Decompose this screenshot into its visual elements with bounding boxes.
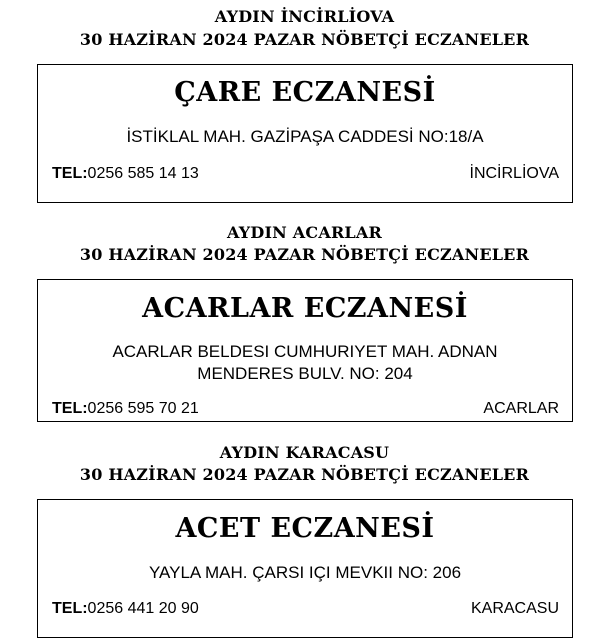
- pharmacy-address-line1: ACARLAR BELDESI CUMHURIYET MAH. ADNAN: [112, 342, 498, 361]
- pharmacy-town: ACARLAR: [483, 400, 559, 417]
- tel-label: TEL:: [52, 400, 88, 417]
- section-date-line: 30 HAZİRAN 2024 PAZAR NÖBETÇİ ECZANELER: [79, 30, 530, 49]
- tel-number: 0256 585 14 13: [87, 165, 199, 182]
- pharmacy-town: İNCİRLİOVA: [469, 165, 559, 182]
- pharmacy-name: ÇARE ECZANESİ: [174, 77, 436, 108]
- pharmacy-phone: [52, 399, 199, 419]
- section-date-line: 30 HAZİRAN 2024 PAZAR NÖBETÇİ ECZANELER: [79, 465, 530, 484]
- pharmacy-name: ACET ECZANESİ: [175, 513, 435, 544]
- tel-number: 0256 441 20 90: [87, 600, 199, 617]
- pharmacy-card: [37, 499, 573, 638]
- tel-label: TEL:: [52, 600, 88, 617]
- pharmacy-address: YAYLA MAH. ÇARSI IÇI MEVKII NO: 206: [148, 563, 462, 582]
- section-region-title: AYDIN ACARLAR: [226, 223, 382, 242]
- tel-label: TEL:: [52, 165, 88, 182]
- section-date-line: 30 HAZİRAN 2024 PAZAR NÖBETÇİ ECZANELER: [79, 245, 530, 264]
- section-region-title: AYDIN İNCİRLİOVA: [214, 7, 395, 26]
- pharmacy-card: [37, 64, 573, 203]
- pharmacy-phone: [52, 599, 199, 619]
- pharmacy-address-line2: MENDERES BULV. NO: 204: [197, 364, 413, 383]
- pharmacy-address: İSTİKLAL MAH. GAZİPAŞA CADDESİ NO:18/A: [126, 127, 484, 146]
- pharmacy-town: KARACASU: [470, 600, 559, 617]
- pharmacy-card: [37, 279, 573, 422]
- tel-number: 0256 595 70 21: [87, 400, 199, 417]
- section-region-title: AYDIN KARACASU: [219, 443, 390, 462]
- pharmacy-phone: [52, 164, 199, 184]
- pharmacy-name: ACARLAR ECZANESİ: [142, 293, 468, 324]
